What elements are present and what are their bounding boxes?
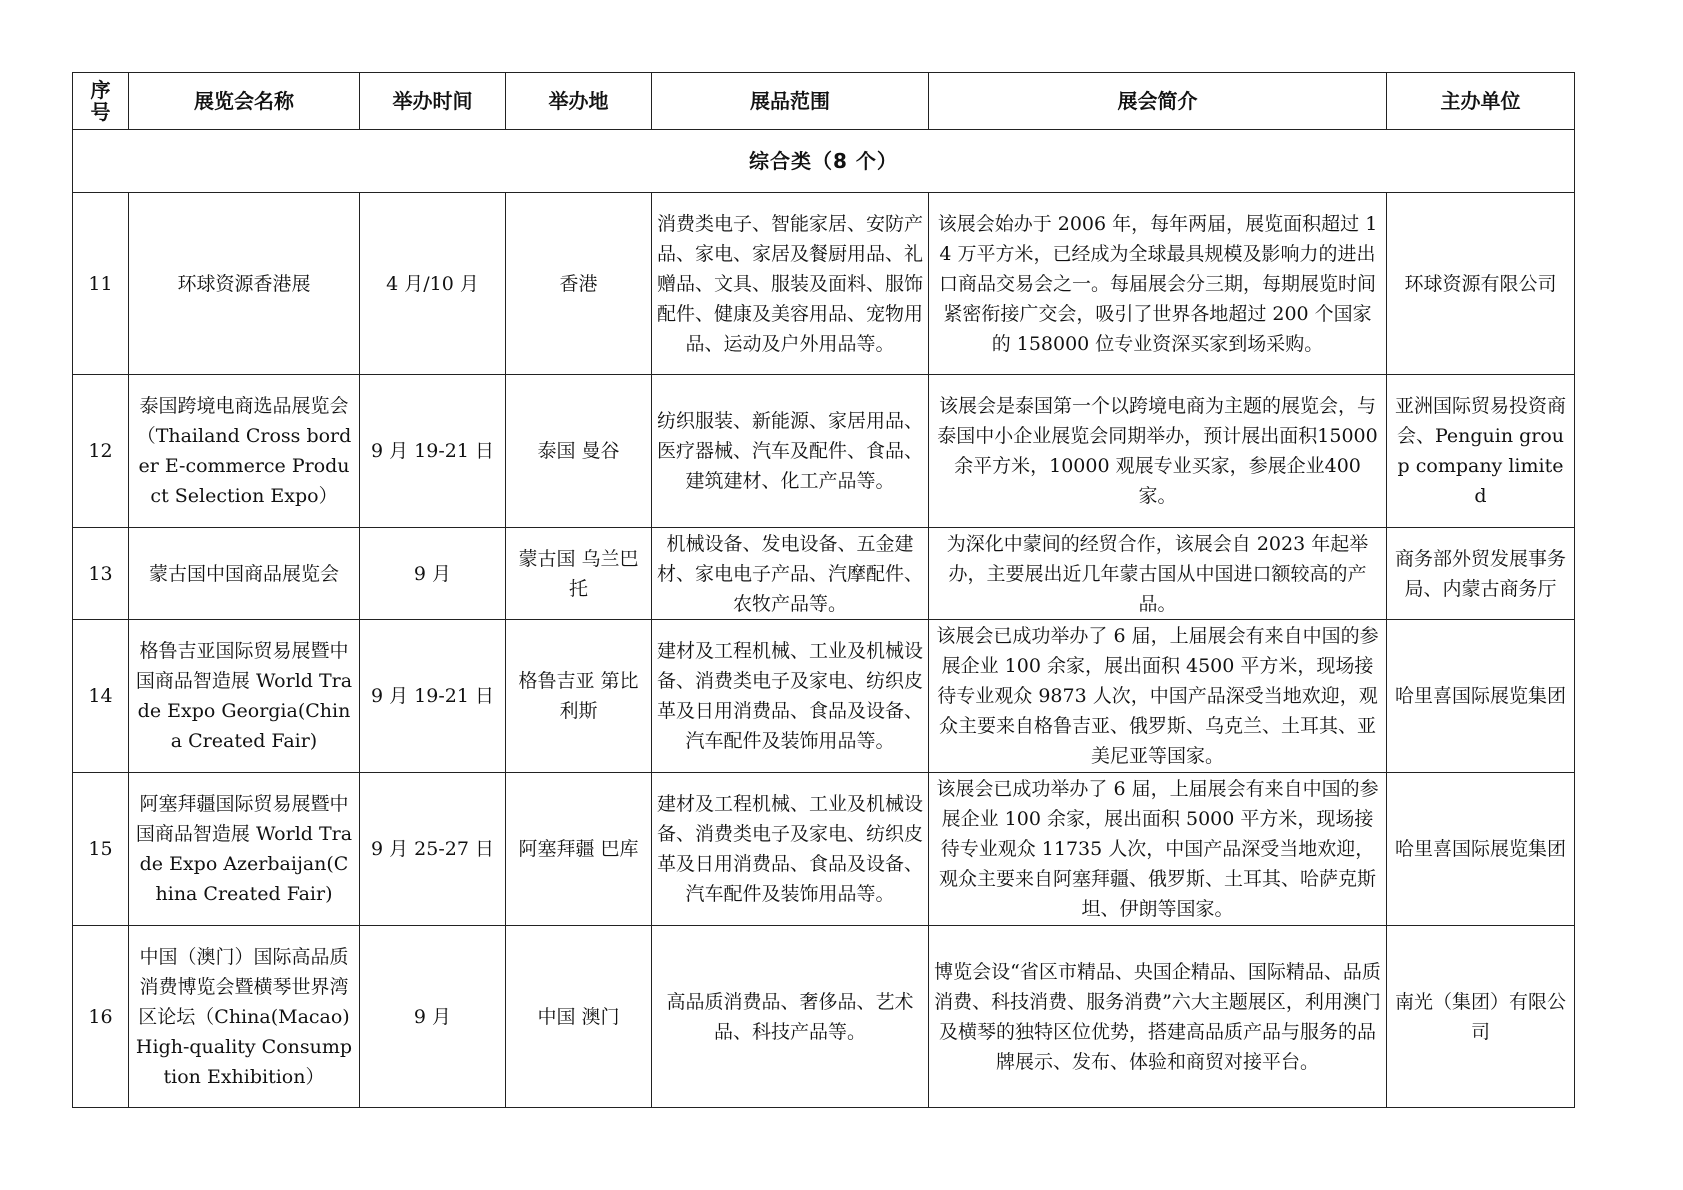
row-name: 阿塞拜疆国际贸易展暨中国商品智造展 World Trade Expo Azerbaijan(China Created Fair) xyxy=(129,773,360,926)
row-seq: 12 xyxy=(73,375,129,528)
table-row xyxy=(73,926,1575,1108)
row-seq: 15 xyxy=(73,773,129,926)
document-page xyxy=(72,72,1574,1108)
row-time: 9 月 19-21 日 xyxy=(360,375,506,528)
header-name: 展览会名称 xyxy=(129,73,360,130)
row-time: 9 月 19-21 日 xyxy=(360,620,506,773)
table-row xyxy=(73,773,1575,926)
header-time: 举办时间 xyxy=(360,73,506,130)
row-time: 9 月 xyxy=(360,528,506,620)
row-organizer: 环球资源有限公司 xyxy=(1387,193,1575,375)
row-organizer: 亚洲国际贸易投资商会、Penguin group company limited xyxy=(1387,375,1575,528)
row-name: 中国（澳门）国际高品质消费博览会暨横琴世界湾区论坛（China(Macao) High-quality Consumption Exhibition） xyxy=(129,926,360,1108)
row-intro: 该展会始办于 2006 年，每年两届，展览面积超过 14 万平方米，已经成为全球最具规模及影响力的进出口商品交易会之一。每届展会分三期，每期展览时间紧密衔接广交会，吸引了世界各地超过 200 个国家的 158000 位专业资深买家到场采购。 xyxy=(929,193,1387,375)
header-row xyxy=(73,73,1575,130)
row-organizer: 哈里喜国际展览集团 xyxy=(1387,620,1575,773)
row-intro: 博览会设“省区市精品、央国企精品、国际精品、品质消费、科技消费、服务消费”六大主题展区，利用澳门及横琴的独特区位优势，搭建高品质产品与服务的品牌展示、发布、体验和商贸对接平台。 xyxy=(929,926,1387,1108)
row-place: 格鲁吉亚 第比利斯 xyxy=(506,620,652,773)
row-scope: 建材及工程机械、工业及机械设备、消费类电子及家电、纺织皮革及日用消费品、食品及设备、汽车配件及装饰用品等。 xyxy=(652,773,929,926)
table-row xyxy=(73,193,1575,375)
header-seq: 序号 xyxy=(73,73,129,130)
row-place: 阿塞拜疆 巴库 xyxy=(506,773,652,926)
row-name: 蒙古国中国商品展览会 xyxy=(129,528,360,620)
row-time: 9 月 25-27 日 xyxy=(360,773,506,926)
row-intro: 该展会已成功举办了 6 届，上届展会有来自中国的参展企业 100 余家，展出面积 4500 平方米，现场接待专业观众 9873 人次，中国产品深受当地欢迎，观众主要来自格鲁吉亚、俄罗斯、乌克兰、土耳其、亚美尼亚等国家。 xyxy=(929,620,1387,773)
row-seq: 13 xyxy=(73,528,129,620)
row-scope: 机械设备、发电设备、五金建材、家电电子产品、汽摩配件、农牧产品等。 xyxy=(652,528,929,620)
header-intro: 展会简介 xyxy=(929,73,1387,130)
row-scope: 高品质消费品、奢侈品、艺术品、科技产品等。 xyxy=(652,926,929,1108)
row-seq: 14 xyxy=(73,620,129,773)
row-seq: 16 xyxy=(73,926,129,1108)
row-place: 泰国 曼谷 xyxy=(506,375,652,528)
table-row xyxy=(73,620,1575,773)
header-organizer: 主办单位 xyxy=(1387,73,1575,130)
exhibition-table xyxy=(72,72,1575,1108)
row-name: 环球资源香港展 xyxy=(129,193,360,375)
row-scope: 纺织服装、新能源、家居用品、医疗器械、汽车及配件、食品、建筑建材、化工产品等。 xyxy=(652,375,929,528)
row-scope: 建材及工程机械、工业及机械设备、消费类电子及家电、纺织皮革及日用消费品、食品及设备、汽车配件及装饰用品等。 xyxy=(652,620,929,773)
row-time: 9 月 xyxy=(360,926,506,1108)
category-label: 综合类（8 个） xyxy=(73,130,1575,193)
header-scope: 展品范围 xyxy=(652,73,929,130)
row-place: 蒙古国 乌兰巴托 xyxy=(506,528,652,620)
row-time: 4 月/10 月 xyxy=(360,193,506,375)
category-row xyxy=(73,130,1575,193)
row-organizer: 商务部外贸发展事务局、内蒙古商务厅 xyxy=(1387,528,1575,620)
row-place: 香港 xyxy=(506,193,652,375)
row-organizer: 哈里喜国际展览集团 xyxy=(1387,773,1575,926)
row-intro: 该展会已成功举办了 6 届，上届展会有来自中国的参展企业 100 余家，展出面积 5000 平方米，现场接待专业观众 11735 人次，中国产品深受当地欢迎，观众主要来自阿塞拜疆、俄罗斯、土耳其、哈萨克斯坦、伊朗等国家。 xyxy=(929,773,1387,926)
row-seq: 11 xyxy=(73,193,129,375)
row-place: 中国 澳门 xyxy=(506,926,652,1108)
row-name: 泰国跨境电商选品展览会（Thailand Cross border E-commerce Product Selection Expo） xyxy=(129,375,360,528)
row-scope: 消费类电子、智能家居、安防产品、家电、家居及餐厨用品、礼赠品、文具、服装及面料、服饰配件、健康及美容用品、宠物用品、运动及户外用品等。 xyxy=(652,193,929,375)
row-organizer: 南光（集团）有限公司 xyxy=(1387,926,1575,1108)
table-row xyxy=(73,528,1575,620)
header-place: 举办地 xyxy=(506,73,652,130)
row-name: 格鲁吉亚国际贸易展暨中国商品智造展 World Trade Expo Georgia(China Created Fair) xyxy=(129,620,360,773)
row-intro: 该展会是泰国第一个以跨境电商为主题的展览会，与泰国中小企业展览会同期举办，预计展出面积15000 余平方米，10000 观展专业买家，参展企业400 家。 xyxy=(929,375,1387,528)
table-row xyxy=(73,375,1575,528)
row-intro: 为深化中蒙间的经贸合作，该展会自 2023 年起举办，主要展出近几年蒙古国从中国进口额较高的产品。 xyxy=(929,528,1387,620)
